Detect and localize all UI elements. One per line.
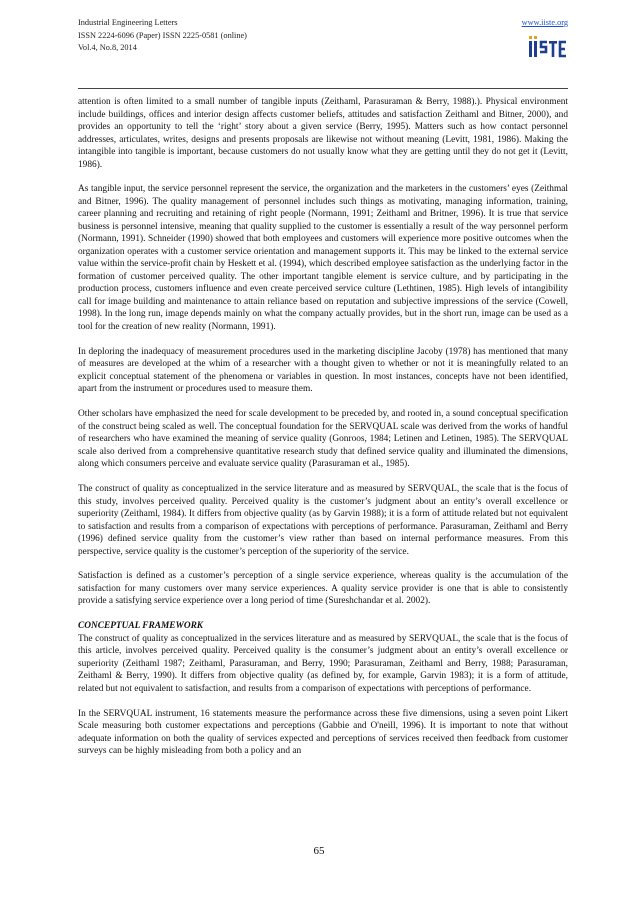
volume-line: Vol.4, No.8, 2014 <box>78 43 137 53</box>
section-paragraph: The construct of quality as conceptualized in the services literature and as measured by SERVQUAL, the scale that is the focus of this article, involves perceived quality. Perceived quality is the consumer’s judgment about an entity’s overall excellence or superiority (Zeithaml 1987; Zeithaml, Parasuraman, and Berry, 1990; Parasuraman, Zeithaml and Berry, 1988; Parasuraman, Zeithaml & Berry, 1990). It differs from objective quality (as defined by, for example, Garvin 1983); it is a form of attitude, related but not equivalent to satisfaction, and results from a comparison of expectations with perceptions of performance. <box>78 633 568 694</box>
article-body <box>78 96 568 770</box>
running-header <box>78 17 247 55</box>
body-paragraph: The construct of quality as conceptualized in the service literature and as measured by SERVQUAL, the scale that is the focus of this study, involves perceived quality. Perceived quality is the customer’s judgment about an entity’s overall excellence or superiority (Zeithaml, 1984). It differs from objective quality (as by Garvin 1988); it is a form of attitude related but not equivalent to satisfaction and results from a comparison of expectations with perceptions of performance. Parasuraman, Zeithaml and Berry (1996) defined service quality from the customer’s view rather than based on internal performance measures. From this perspective, service quality is the customer’s perception of the superiority of the service. <box>78 484 568 557</box>
iiste-logo <box>528 35 568 61</box>
iiste-logo-icon <box>528 35 568 61</box>
website-link[interactable]: www.iiste.org <box>521 18 568 27</box>
body-paragraph: Satisfaction is defined as a customer’s perception of a single service experience, whereas quality is the accumulation of the satisfaction for many customers over many service experiences. A quality service provider is one that is able to consistently provide a satisfying service experience over a long period of time (Sureshchandar et al. 2002). <box>78 571 568 607</box>
body-paragraph: Other scholars have emphasized the need for scale development to be preceded by, and rooted in, a sound conceptual specification of the construct being scaled as well. The conceptual foundation for the SERVQUAL scale was derived from the works of handful of researchers who have examined the meaning of service quality (Gonroos, 1984; Letinen and Letinen, 1985). The SERVQUAL scale also derived from a comprehensive quantitative research study that defined service quality and illuminated the dimensions, along which consumers perceive and evaluate service quality (Parasuraman et al., 1985). <box>78 409 568 470</box>
body-paragraph: As tangible input, the service personnel represent the service, the organization and the marketers in the customers’ eyes (Zeithmal and Bitner, 1996). The quality management of personnel includes such things as motivating, managing information, training, career planning and recruiting and retaining of right people (Normann, 1991; Zeithaml and Britner, 1996). It is true that service business is personnel intensive, meaning that quality supplied to the customer is essentially a result of the way personnel perform (Normann, 1991). Schneider (1990) showed that both employees and customers will experience more positive outcomes when the organization operates with a customer service orientation and management supports it. This may be linked to the external service value within the service-profit chain by Heskett et al. (1994), which described employee satisfaction as the underlying factor in the formation of customer perceived quality. The other important tangible element is service culture, and by participating in the production process, customers influence and even create perceived service culture (Lethtinen, 1985). High levels of intangibility call for image building and maintenance to attain reliance based on reputation and subjective impressions of the service (Cowell, 1998). In the long run, image depends mainly on what the company actually provides, but in the short run, image can be used as a tool for the creation of new reality (Normann, 1991). <box>78 184 568 332</box>
header-divider <box>78 88 568 89</box>
journal-title: Industrial Engineering Letters <box>78 18 178 27</box>
page-number: 65 <box>313 845 325 857</box>
section-heading: CONCEPTUAL FRAMEWORK <box>78 621 204 632</box>
header-right <box>522 17 568 61</box>
body-paragraph: In deploring the inadequacy of measurement procedures used in the marketing discipline Jacoby (1978) has mentioned that many of measures are developed at the whim of a researcher with a thought given to whether or not it is meaningfully related to an explicit conceptual statement of the phenomena or variables in question. In most instances, concepts have not been identified, apart from the instrument or procedures used to measure them. <box>78 346 568 395</box>
issn-line: ISSN 2224-6096 (Paper) ISSN 2225-0581 (online) <box>78 30 247 40</box>
body-paragraph: attention is often limited to a small number of tangible inputs (Zeithaml, Parasuraman & Berry, 1988).). Physical environment include buildings, offices and interior design affects customer beliefs, attitudes and satisfaction Zeithaml and Bitner, 2000), and provides an opportunity to tell the ‘right’ story about a given service (Berry, 1995). Matters such as how contact personnel addresses, articulates, writes, designs and presents proposals are likewise not without meaning (Levitt, 1981, 1986). Making the intangible into tangible is important, because customers do not usually know what they are getting until they do not get it (Levitt, 1986). <box>78 97 568 170</box>
section-paragraph: In the SERVQUAL instrument, 16 statements measure the performance across these five dimensions, using a seven point Likert Scale measuring both customer expectations and perceptions (Gabbie and O'neill, 1996). It is important to note that without adequate information on both the quality of services expected and perceptions of services received then feedback from customer surveys can be highly misleading from both a policy and an <box>78 708 568 757</box>
